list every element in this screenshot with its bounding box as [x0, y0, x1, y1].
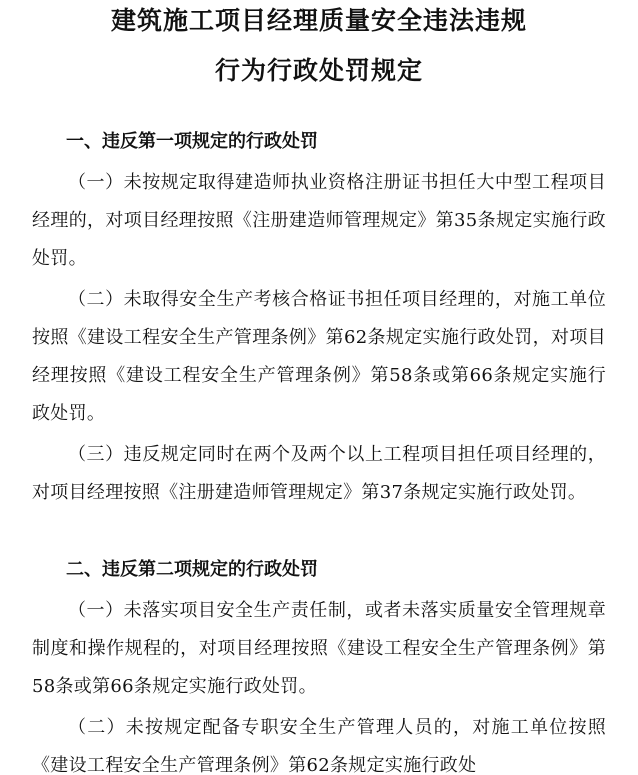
section-1-heading: 一、违反第一项规定的行政处罚 — [66, 131, 318, 152]
section-1-paragraph-1: （一）未按规定取得建造师执业资格注册证书担任大中型工程项目经理的，对项目经理按照《注册建造师管理规定》第35条规定实施行政处罚。 — [32, 172, 606, 269]
section-1-paragraph-3: （三）违反规定同时在两个及两个以上工程项目担任项目经理的，对项目经理按照《注册建造师管理规定》第37条规定实施行政处罚。 — [32, 444, 606, 503]
section-1-paragraph-2: （二）未取得安全生产考核合格证书担任项目经理的，对施工单位按照《建设工程安全生产管理条例》第62条规定实施行政处罚，对项目经理按照《建设工程安全生产管理条例》第58条或第66条规定实施行政处罚。 — [32, 289, 606, 424]
section-2-heading: 二、违反第二项规定的行政处罚 — [66, 559, 318, 580]
section-2-paragraph-1: （一）未落实项目安全生产责任制，或者未落实质量安全管理规章制度和操作规程的，对项目经理按照《建设工程安全生产管理条例》第58条或第66条规定实施行政处罚。 — [32, 600, 606, 697]
document-title-line-2: 行为行政处罚规定 — [214, 56, 423, 85]
section-2-paragraph-2: （二）未按规定配备专职安全生产管理人员的，对施工单位按照《建设工程安全生产管理条例》第62条规定实施行政处 — [32, 717, 606, 775]
document-title-line-1: 建筑施工项目经理质量安全违法违规 — [110, 6, 527, 35]
